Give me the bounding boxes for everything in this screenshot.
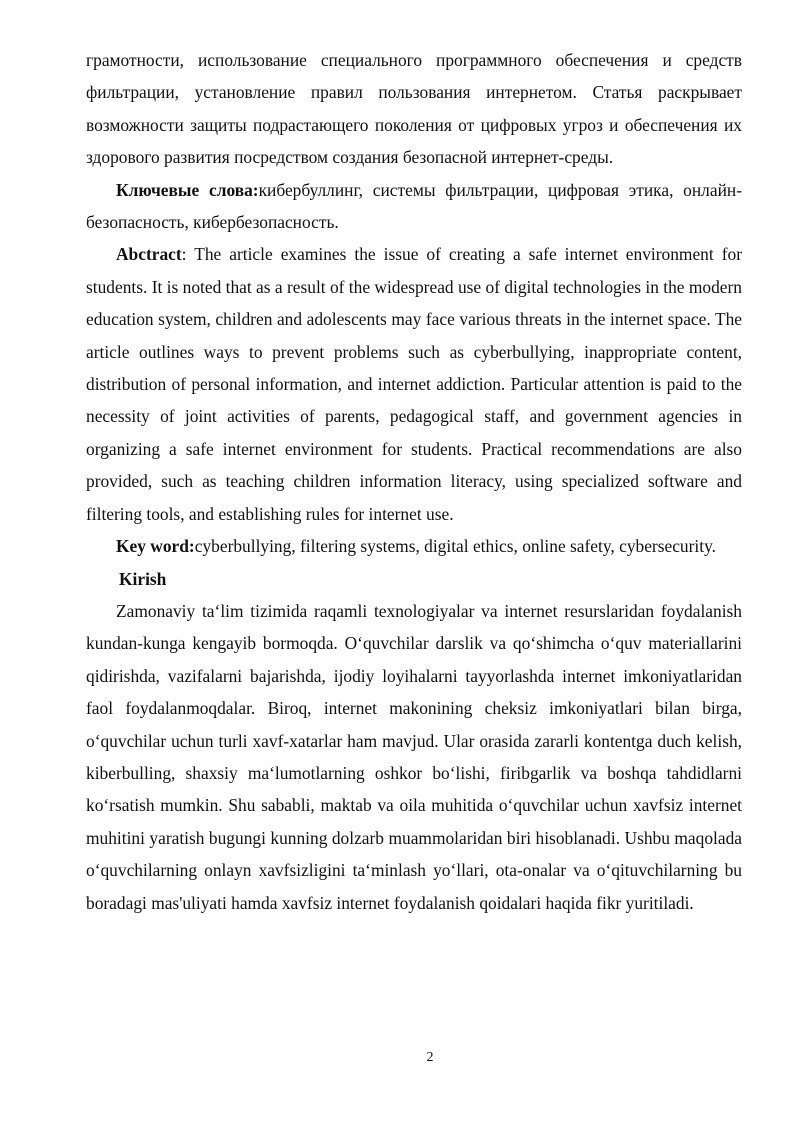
keywords-ru-paragraph <box>86 174 742 239</box>
keywords-en-paragraph <box>86 530 742 562</box>
keywords-en-label: Key word: <box>116 536 195 557</box>
document-page <box>86 44 742 919</box>
intro-paragraph: Zamonaviy taʻlim tizimida raqamli texnologiyalar va internet resurslaridan foydalanish kundan-kunga kengayib bormoqda. Oʻquvchilar darslik va qoʻshimcha oʻquv materiallarini qidirishda, vazifalarni bajarishda, ijodiy loyihalarni tayyorlashda internet imkoniyatlaridan faol foydalanmoqdalar. Biroq, internet makonining cheksiz imkoniyatlari bilan birga, oʻquvchilar uchun turli xavf-xatarlar ham mavjud. Ular orasida zararli kontentga duch kelish, kiberbulling, shaxsiy maʻlumotlarning oshkor boʻlishi, firibgarlik va boshqa tahdidlarni koʻrsatish mumkin. Shu sababli, maktab va oila muhitida oʻquvchilar uchun xavfsiz internet muhitini yaratish bugungi kunning dolzarb muammolaridan biri hisoblanadi. Ushbu maqolada oʻquvchilarning onlayn xavfsizligini taʻminlash yoʻllari, ota-onalar va oʻqituvchilarning bu boradagi mas'uliyati hamda xavfsiz internet foydalanish qoidalari haqida fikr yuritiladi. <box>86 600 742 913</box>
abstract-en-text: : The article examines the issue of creating a safe internet environment for students. It is noted that as a result of the widespread use of digital technologies in the modern education system, children and adolescents may face various threats in the internet space. The article outlines ways to prevent problems such as cyberbullying, inappropriate content, distribution of personal information, and internet addiction. Particular attention is paid to the necessity of joint activities of parents, pedagogical staff, and government agencies in organizing a safe internet environment for students. Practical recommendations are also provided, such as teaching children information literacy, using specialized software and filtering tools, and establishing rules for internet use. <box>86 244 742 524</box>
keywords-en-text: cyberbullying, filtering systems, digital ethics, online safety, cybersecurity. <box>194 536 716 557</box>
section-title: Kirish <box>119 568 167 589</box>
keywords-ru-label: Ключевые слова: <box>116 179 259 200</box>
keywords-ru-text: кибербуллинг, системы фильтрации, цифровая этика, онлайн-безопасность, кибербезопасность. <box>86 179 742 233</box>
page-number: 2 <box>426 1050 434 1065</box>
abstract-en-label: Abctract <box>116 244 182 265</box>
abstract-en-paragraph <box>86 238 742 530</box>
abstract-ru-continuation: грамотности, использование специального программного обеспечения и средств фильтрации, установление правил пользования интернетом. Статья раскрывает возможности защиты подрастающего поколения от цифровых угроз и обеспечения их здорового развития посредством создания безопасной интернет-среды. <box>86 50 742 168</box>
